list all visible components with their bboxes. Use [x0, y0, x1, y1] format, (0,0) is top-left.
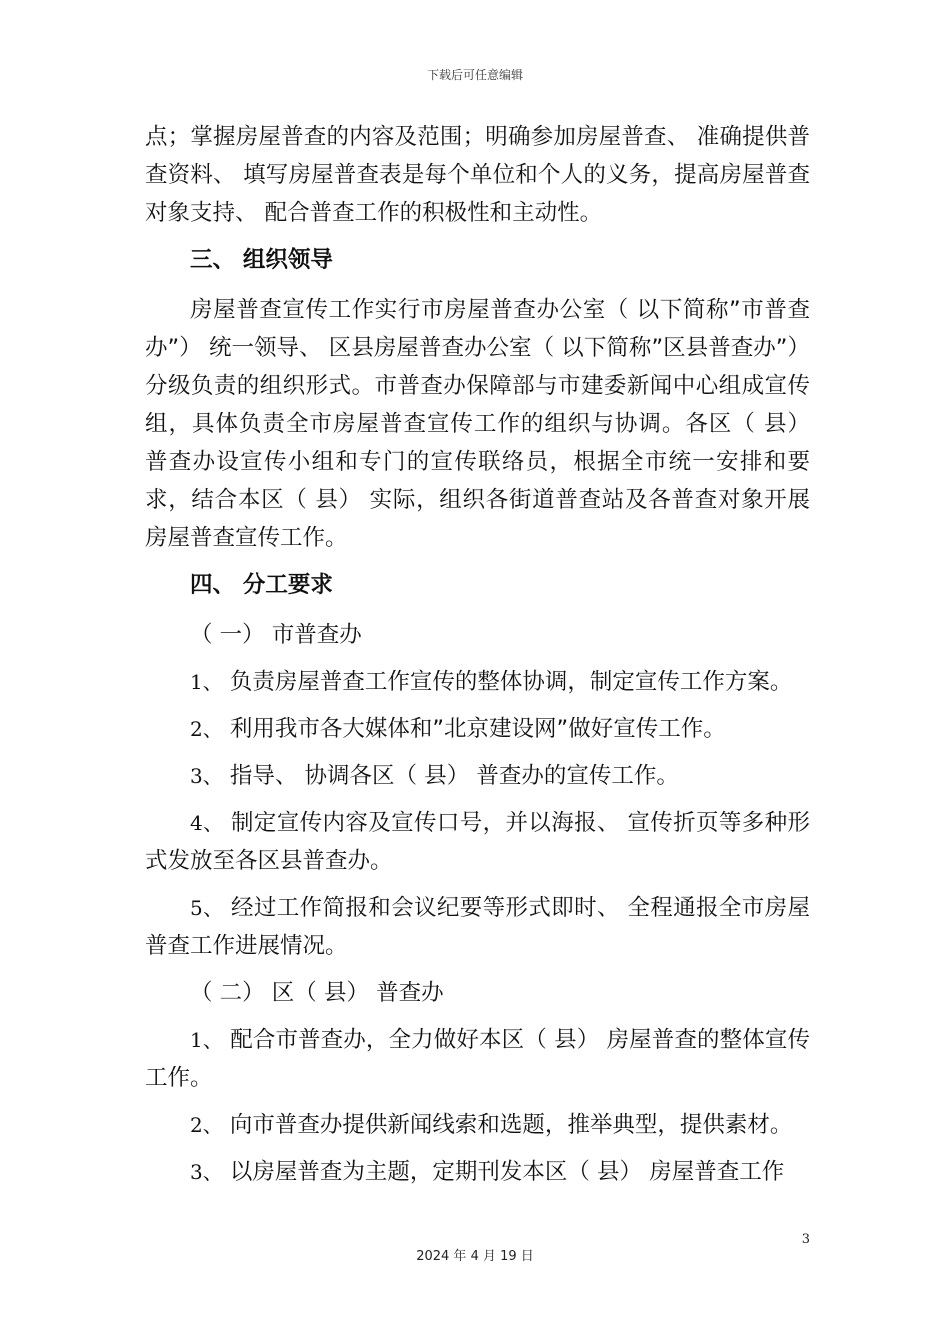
- list-item-text: 制定宣传内容及宣传口号，并以海报、 宣传折页等多种形式发放至各区县普查办。: [145, 810, 810, 874]
- list-item-number: 5、: [190, 896, 224, 920]
- subsection-heading-city-office: （ 一） 市普查办: [190, 622, 362, 648]
- list-item-number: 2、: [190, 717, 223, 741]
- subsection-heading-district-office: （ 二） 区（ 县） 普查办: [190, 980, 444, 1006]
- paragraph-organization: 房屋普查宣传工作实行市房屋普查办公室（ 以下简称”市普查办”） 统一领导、 区县房屋普查办公室（ 以下简称”区县普查办”） 分级负责的组织形式。市普查办保障部与市建委新闻中心组成宣传组，具体负责全市房屋普查宣传工作的组织与协调。各区（ 县） 普查办设宣传小组和专门的宣传联络员，根据全市统一安排和要求，结合本区（ 县） 实际，组织各街道普查站及各普查对象开展房屋普查宣传工作。: [145, 297, 810, 551]
- list-item: [145, 1153, 810, 1191]
- list-item-number: 4、: [190, 811, 224, 835]
- list-item: [145, 757, 810, 795]
- list-item-number: 3、: [190, 1160, 223, 1184]
- list-item: [145, 710, 810, 748]
- page-header: 下载后可任意编辑: [426, 68, 523, 82]
- list-item: [145, 1021, 810, 1097]
- page-number: 3: [801, 1232, 810, 1247]
- list-item-text: 指导、 协调各区（ 县） 普查办的宣传工作。: [222, 763, 679, 789]
- section-heading-division-of-work: 四、 分工要求: [190, 572, 333, 598]
- list-item-number: 2、: [190, 1113, 223, 1137]
- list-item-text: 配合市普查办，全力做好本区（ 县） 房屋普查的整体宣传工作。: [145, 1027, 810, 1091]
- list-item-number: 1、: [190, 670, 223, 694]
- list-item-text: 负责房屋普查工作宣传的整体协调，制定宣传工作方案。: [222, 669, 793, 695]
- footer-date: 2024 年 4 月 19 日: [416, 1249, 534, 1264]
- list-item-text: 以房屋普查为主题，定期刊发本区（ 县） 房屋普查工作: [222, 1159, 785, 1185]
- list-item: [145, 889, 810, 965]
- section-heading-organization: 三、 组织领导: [190, 247, 333, 273]
- list-item-number: 1、: [190, 1028, 223, 1052]
- list-item: [145, 663, 810, 701]
- list-item-text: 向市普查办提供新闻线索和选题，推举典型，提供素材。: [222, 1112, 793, 1138]
- list-item-text: 经过工作简报和会议纪要等形式即时、 全程通报全市房屋普查工作进展情况。: [145, 895, 810, 959]
- list-item: [145, 804, 810, 880]
- list-item: [145, 1106, 810, 1144]
- paragraph-continuation: 点；掌握房屋普查的内容及范围；明确参加房屋普查、 准确提供普查资料、 填写房屋普查表是每个单位和个人的义务，提高房屋普查对象支持、 配合普查工作的积极性和主动性。: [145, 124, 810, 226]
- list-item-number: 3、: [190, 764, 223, 788]
- list-item-text: 利用我市各大媒体和”北京建设网”做好宣传工作。: [222, 716, 726, 742]
- document-body: [145, 118, 810, 1200]
